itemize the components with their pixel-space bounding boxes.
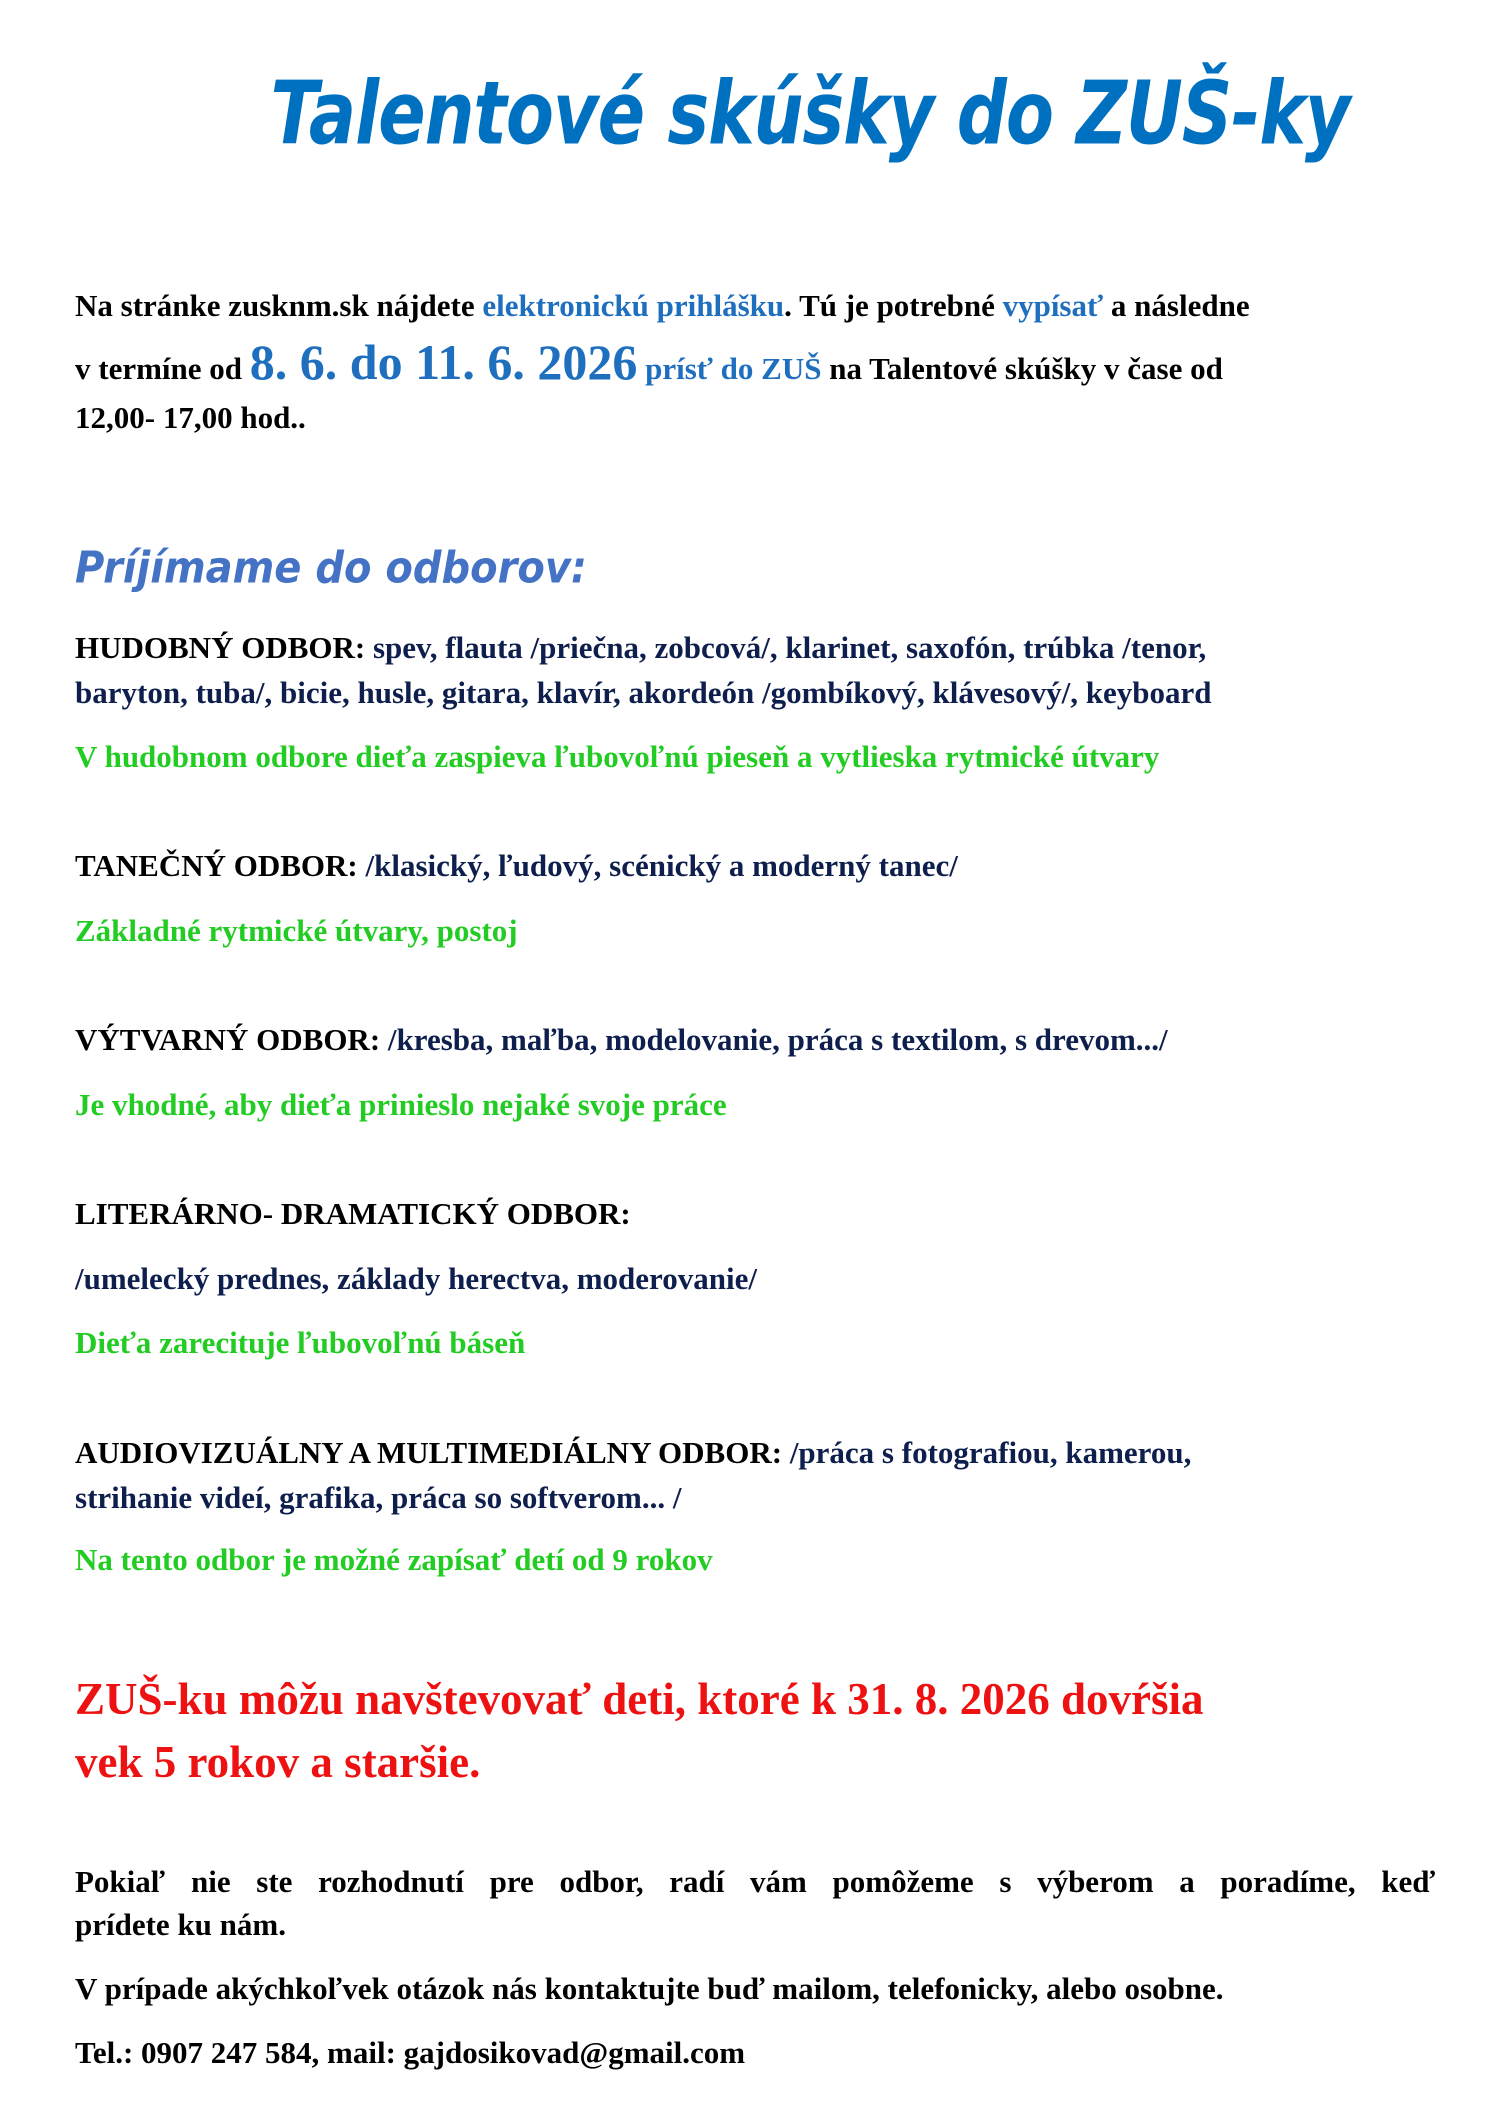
come-to-zus-text: prísť do ZUŠ <box>637 351 822 386</box>
dept-av-line-2: strihanie videí, grafika, práca so softverom... / <box>75 1480 682 1515</box>
contact-invite: V prípade akýchkoľvek otázok nás kontaktujte buď mailom, telefonicky, alebo osobne. <box>75 1971 1224 2006</box>
intro-line-2 <box>75 334 1223 394</box>
dept-desc: spev, flauta /priečna, zobcová/, klarinet, saxofón, trúbka /tenor, <box>365 630 1207 665</box>
dept-name: TANEČNÝ ODBOR: <box>75 848 358 883</box>
departments-heading: Príjímame do odborov: <box>75 542 587 594</box>
intro-text: v termíne od <box>75 351 250 386</box>
dept-desc: /kresba, maľba, modelovanie, práca s textilom, s drevom.../ <box>380 1022 1168 1057</box>
dept-music-line-1 <box>75 632 1206 663</box>
intro-line-1 <box>75 290 1250 321</box>
closing-line-2: prídete ku nám. <box>75 1907 286 1942</box>
dept-art-note: Je vhodné, aby dieťa prinieslo nejaké svoje práce <box>75 1087 727 1122</box>
exam-dates: 8. 6. do 11. 6. 2026 <box>249 334 638 390</box>
age-notice-line-2: vek 5 rokov a staršie. <box>75 1737 481 1787</box>
contact-info: Tel.: 0907 247 584, mail: gajdosikovad@gmail.com <box>75 2035 746 2070</box>
application-link-text: elektronickú prihlášku <box>482 288 785 323</box>
age-notice-line-1: ZUŠ-ku môžu navštevovať deti, ktoré k 31. 8. 2026 dovŕšia <box>75 1674 1204 1724</box>
dept-drama-name: LITERÁRNO- DRAMATICKÝ ODBOR: <box>75 1196 631 1231</box>
dept-dance-line <box>75 850 958 881</box>
closing-line-1: Pokiaľ nie ste rozhodnutí pre odbor, radí vám pomôžeme s výberom a poradíme, keď <box>75 1864 1435 1899</box>
intro-text: na Talentové skúšky v čase od <box>821 351 1223 386</box>
page-title: Talentové skúšky do ZUŠ-ky <box>270 62 1350 165</box>
exam-hours: 12,00- 17,00 hod.. <box>75 400 306 435</box>
dept-art-line <box>75 1024 1168 1055</box>
fill-out-text: vypísať <box>1002 288 1104 323</box>
dept-music-line-2: baryton, tuba/, bicie, husle, gitara, klavír, akordeón /gombíkový, klávesový/, keyboard <box>75 675 1212 710</box>
dept-drama-desc: /umelecký prednes, základy herectva, moderovanie/ <box>75 1261 757 1296</box>
dept-desc: /práca s fotografiou, kamerou, <box>782 1435 1192 1470</box>
dept-music-note: V hudobnom odbore dieťa zaspieva ľubovoľnú pieseň a vytlieska rytmické útvary <box>75 739 1160 774</box>
dept-drama-note: Dieťa zarecituje ľubovoľnú báseň <box>75 1325 526 1360</box>
intro-text: Na stránke zusknm.sk nájdete <box>75 288 483 323</box>
dept-desc: /klasický, ľudový, scénický a moderný tanec/ <box>357 848 958 883</box>
intro-text: a následne <box>1103 288 1250 323</box>
intro-text: . Tú je potrebné <box>784 288 1003 323</box>
dept-name: HUDOBNÝ ODBOR: <box>75 630 366 665</box>
dept-dance-note: Základné rytmické útvary, postoj <box>75 913 518 948</box>
dept-name: AUDIOVIZUÁLNY A MULTIMEDIÁLNY ODBOR: <box>75 1435 783 1470</box>
dept-name: VÝTVARNÝ ODBOR: <box>75 1022 381 1057</box>
dept-av-line-1 <box>75 1437 1191 1468</box>
dept-av-note: Na tento odbor je možné zapísať detí od 9 rokov <box>75 1542 713 1577</box>
